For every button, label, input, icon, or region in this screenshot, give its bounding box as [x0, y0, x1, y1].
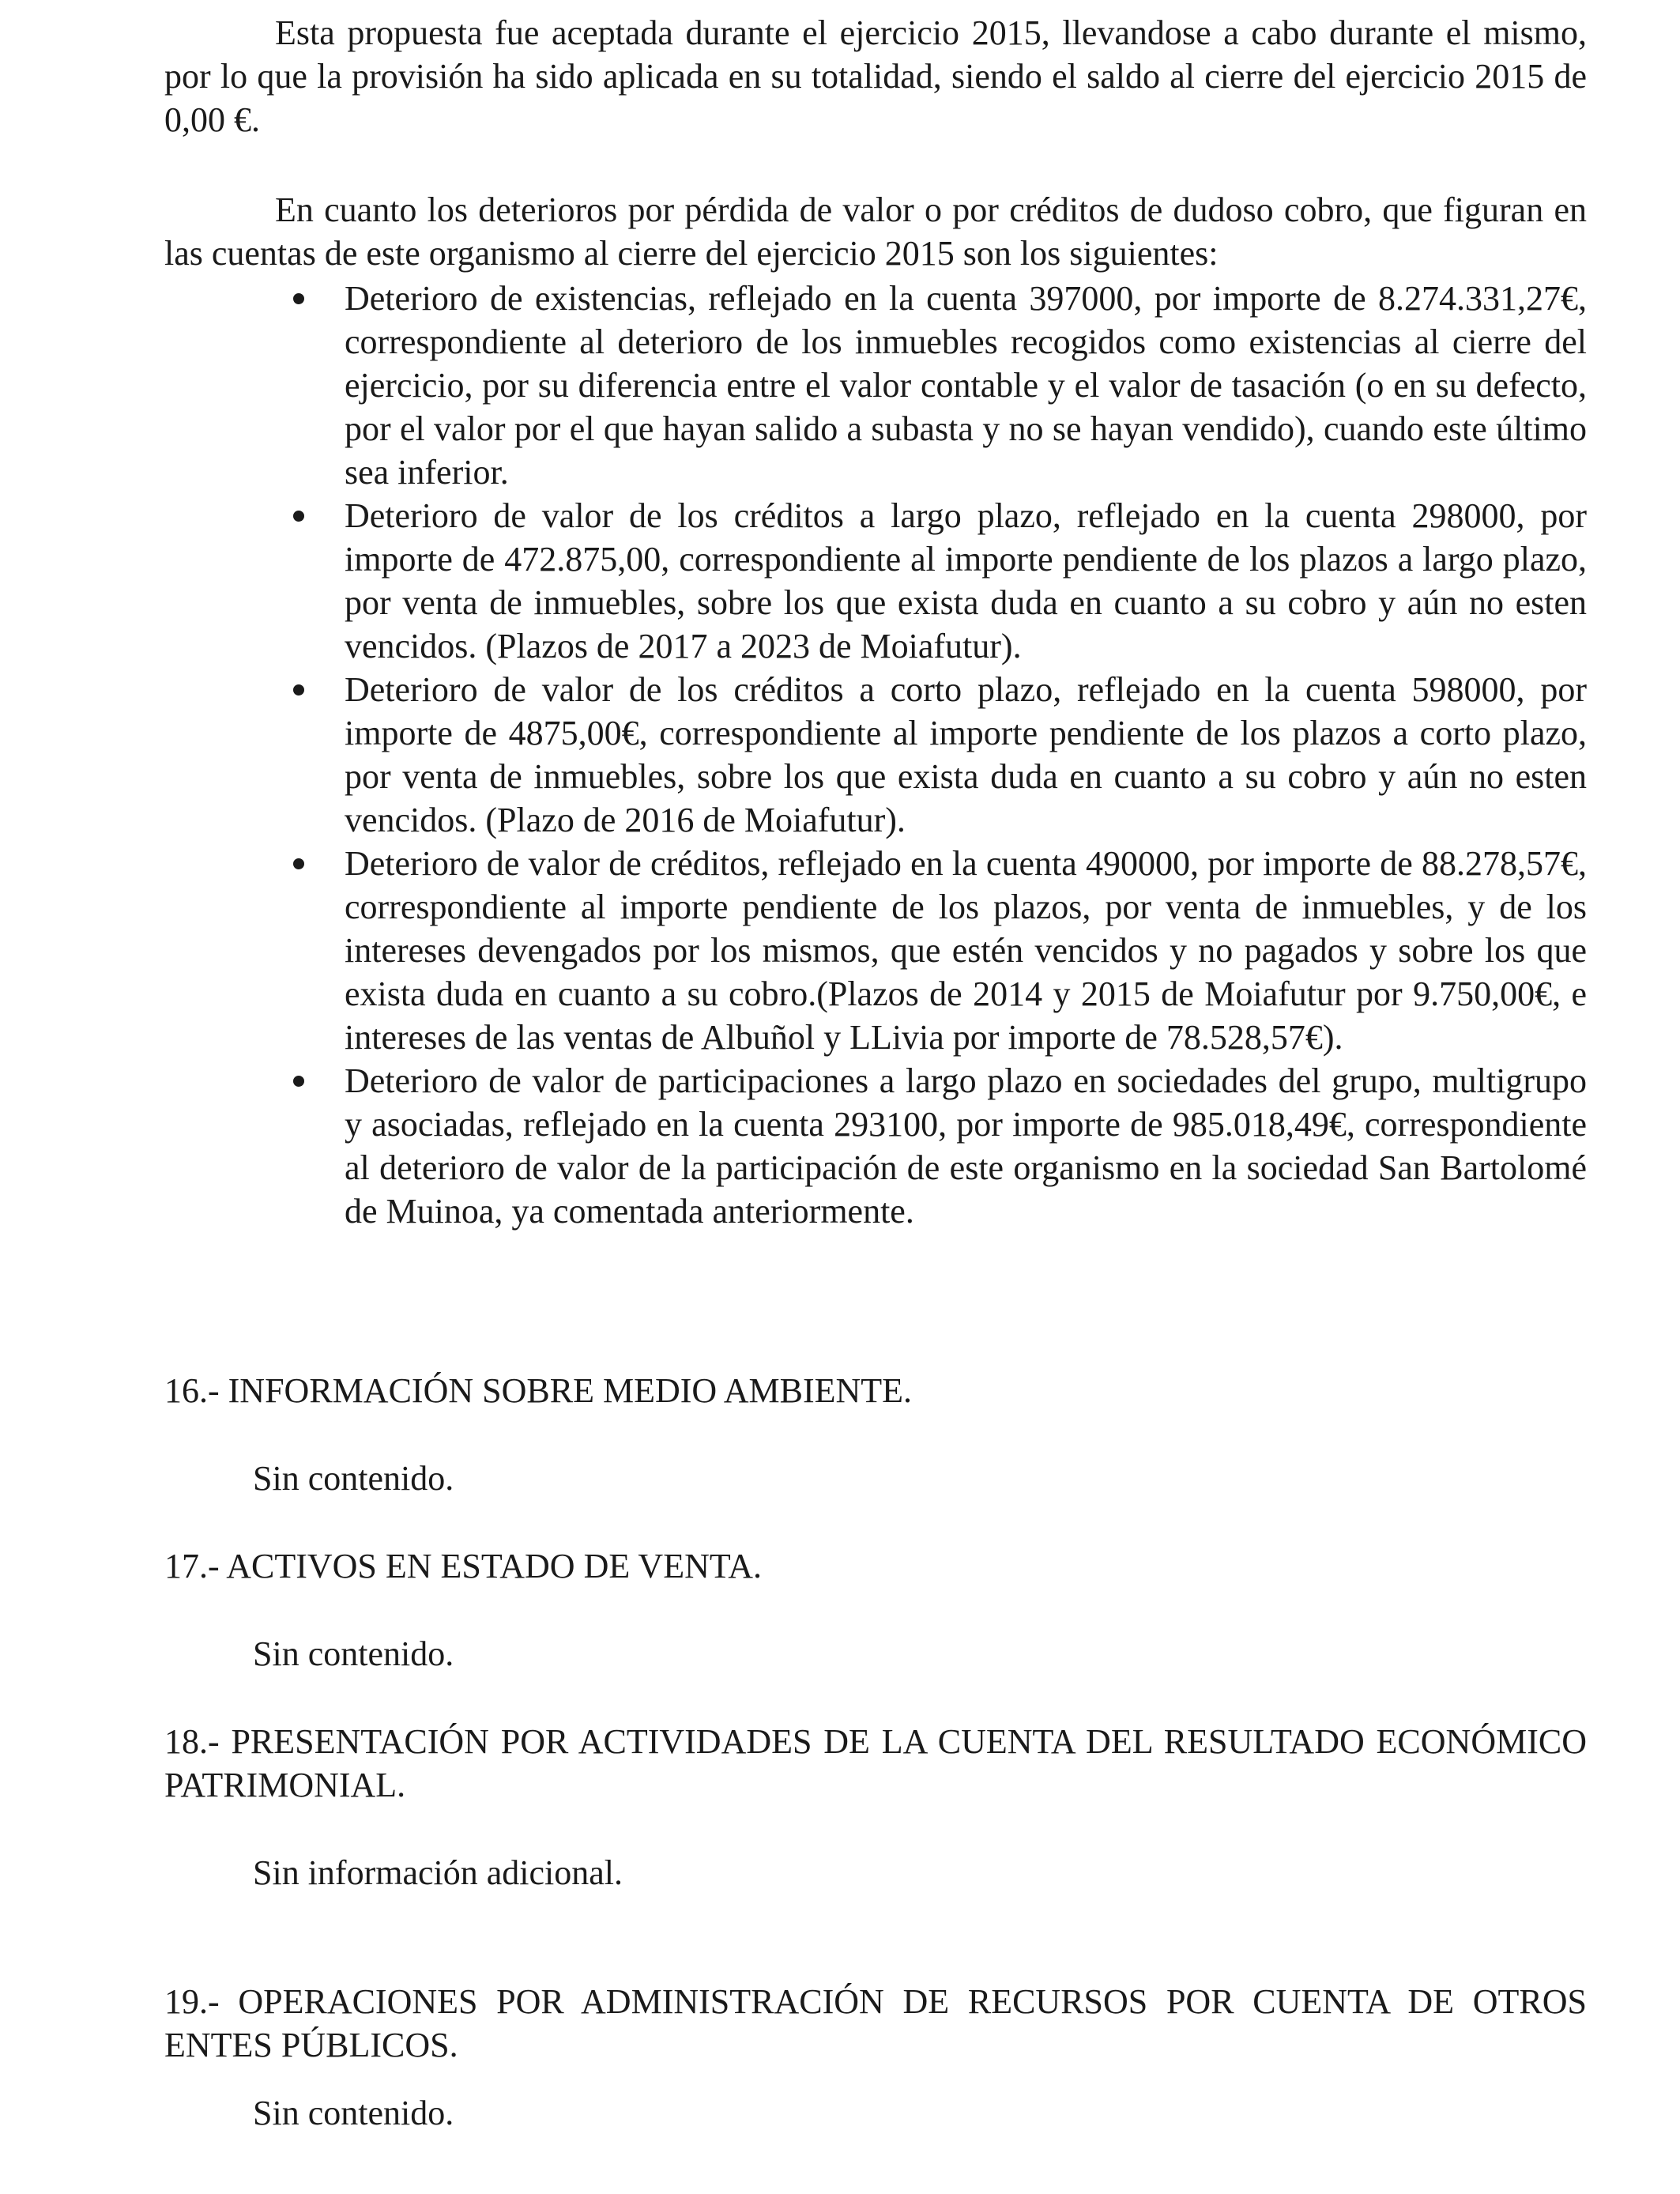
section-note-17: Sin contenido.: [253, 1634, 454, 1673]
bullet-icon: [293, 684, 304, 696]
list-item: [345, 1059, 1587, 1233]
list-item: [345, 668, 1587, 842]
list-item-text: Deterioro de valor de los créditos a largo plazo, reflejado en la cuenta 298000, por importe de 472.875,00, correspondiente al importe pendiente de los plazos a largo plazo, por venta de inmuebles, sobre los que exista duda en cuanto a su cobro y aún no esten vencidos. (Plazos de 2017 a 2023 de Moiafutur).: [345, 496, 1587, 665]
list-item: [345, 842, 1587, 1059]
list-item: [345, 277, 1587, 494]
list-item-text: Deterioro de valor de créditos, reflejado en la cuenta 490000, por importe de 88.278,57€, correspondiente al importe pendiente de los plazos, por venta de inmuebles, y de los intereses devengados por los mismos, que estén vencidos y no pagados y sobre los que exista duda en cuanto a su cobro.(Plazos de 2014 y 2015 de Moiafutur por 9.750,00€, e intereses de las ventas de Albuñol y LLivia por importe de 78.528,57€).: [345, 844, 1587, 1057]
section-heading-19: 19.- OPERACIONES POR ADMINISTRACIÓN DE RECURSOS POR CUENTA DE OTROS ENTES PÚBLICOS.: [164, 1982, 1587, 2064]
paragraph-deterioros-intro: En cuanto los deterioros por pérdida de valor o por créditos de dudoso cobro, que figuran en las cuentas de este organismo al cierre del ejercicio 2015 son los siguientes:: [164, 190, 1587, 273]
bullet-icon: [293, 293, 304, 304]
section-heading-18: 18.- PRESENTACIÓN POR ACTIVIDADES DE LA CUENTA DEL RESULTADO ECONÓMICO PATRIMONIAL.: [164, 1722, 1587, 1804]
section-heading-17: 17.- ACTIVOS EN ESTADO DE VENTA.: [164, 1547, 762, 1585]
list-item-text: Deterioro de valor de participaciones a largo plazo en sociedades del grupo, multigrupo y asociadas, reflejado en la cuenta 293100, por importe de 985.018,49€, correspondiente al deterioro de valor de la participación de este organismo en la sociedad San Bartolomé de Muinoa, ya comentada anteriormente.: [345, 1061, 1587, 1231]
section-note-18: Sin información adicional.: [253, 1853, 623, 1892]
section-heading-16: 16.- INFORMACIÓN SOBRE MEDIO AMBIENTE.: [164, 1371, 913, 1410]
list-item-text: Deterioro de valor de los créditos a corto plazo, reflejado en la cuenta 598000, por importe de 4875,00€, correspondiente al importe pendiente de los plazos a corto plazo, por venta de inmuebles, sobre los que exista duda en cuanto a su cobro y aún no esten vencidos. (Plazo de 2016 de Moiafutur).: [345, 670, 1587, 839]
bullet-icon: [293, 511, 304, 522]
bullet-icon: [293, 1076, 304, 1087]
deterioros-list: [284, 277, 1587, 1233]
paragraph-provision: Esta propuesta fue aceptada durante el ejercicio 2015, llevandose a cabo durante el mismo, por lo que la provisión ha sido aplicada en su totalidad, siendo el saldo al cierre del ejercicio 2015 de 0,00 €.: [164, 13, 1587, 139]
list-item: [345, 494, 1587, 668]
list-item-text: Deterioro de existencias, reflejado en la cuenta 397000, por importe de 8.274.331,27€, correspondiente al deterioro de los inmuebles recogidos como existencias al cierre del ejercicio, por su diferencia entre el valor contable y el valor de tasación (o en su defecto, por el valor por el que hayan salido a subasta y no se hayan vendido), cuando este último sea inferior.: [345, 279, 1587, 492]
section-note-19: Sin contenido.: [253, 2094, 454, 2132]
section-note-16: Sin contenido.: [253, 1459, 454, 1498]
bullet-icon: [293, 858, 304, 869]
